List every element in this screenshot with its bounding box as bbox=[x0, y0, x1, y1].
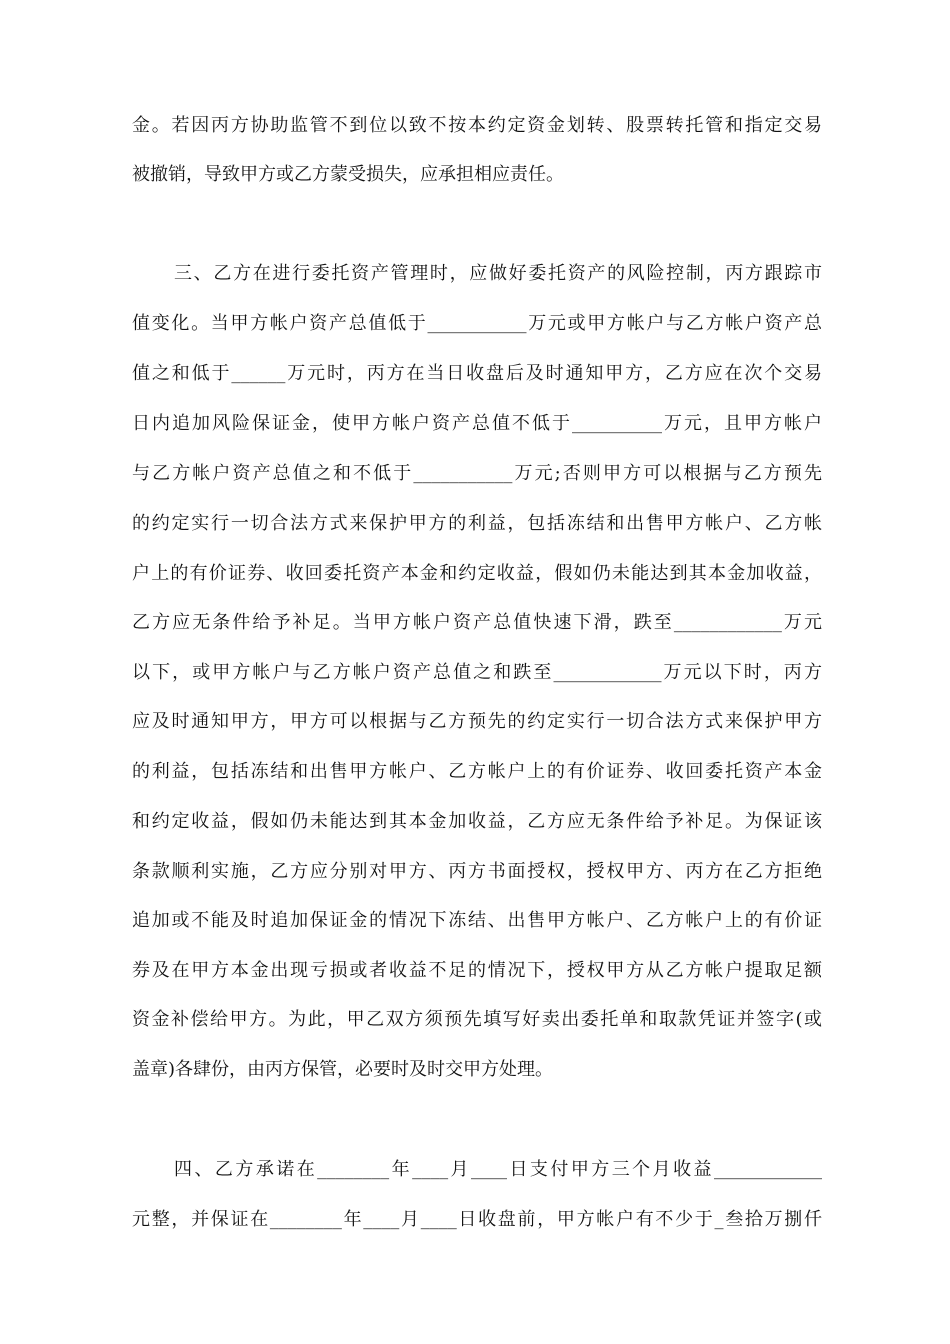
text-line: 与乙方帐户资产总值之和不低于___________万元;否则甲方可以根据与乙方预先 bbox=[132, 463, 822, 484]
text-line: 追加或不能及时追加保证金的情况下冻结、出售甲方帐户、乙方帐户上的有价证 bbox=[132, 910, 822, 931]
text-line: 四、乙方承诺在________年____月____日支付甲方三个月收益____________ bbox=[174, 1159, 822, 1180]
text-line: 三、乙方在进行委托资产管理时，应做好委托资产的风险控制，丙方跟踪市 bbox=[174, 263, 822, 284]
text-line: 以下，或甲方帐户与乙方帐户资产总值之和跌至____________万元以下时，丙方 bbox=[132, 662, 822, 683]
text-line: 资金补偿给甲方。为此，甲乙双方须预先填写好卖出委托单和取款凭证并签字(或 bbox=[132, 1009, 822, 1030]
text-line: 元整，并保证在________年____月____日收盘前，甲方帐户有不少于_叁拾万捌仟 bbox=[132, 1209, 822, 1230]
text-line: 值之和低于______万元时，丙方在当日收盘后及时通知甲方，乙方应在次个交易 bbox=[132, 363, 822, 384]
text-line: 值变化。当甲方帐户资产总值低于___________万元或甲方帐户与乙方帐户资产总 bbox=[132, 313, 822, 334]
text-line: 券及在甲方本金出现亏损或者收益不足的情况下，授权甲方从乙方帐户提取足额 bbox=[132, 960, 822, 981]
text-line: 乙方应无条件给予补足。当甲方帐户资产总值快速下滑，跌至____________万元 bbox=[132, 612, 822, 633]
text-line: 户上的有价证券、收回委托资产本金和约定收益，假如仍未能达到其本金加收益， bbox=[132, 563, 822, 584]
text-line: 金。若因丙方协助监管不到位以致不按本约定资金划转、股票转托管和指定交易 bbox=[132, 115, 822, 136]
text-line: 的约定实行一切合法方式来保护甲方的利益，包括冻结和出售甲方帐户、乙方帐 bbox=[132, 513, 822, 534]
text-line: 和约定收益，假如仍未能达到其本金加收益，乙方应无条件给予补足。为保证该 bbox=[132, 811, 822, 832]
text-line: 被撤销，导致甲方或乙方蒙受损失，应承担相应责任。 bbox=[132, 164, 564, 185]
text-line: 盖章)各肆份，由丙方保管，必要时及时交甲方处理。 bbox=[132, 1059, 554, 1080]
text-line: 应及时通知甲方，甲方可以根据与乙方预先的约定实行一切合法方式来保护甲方 bbox=[132, 711, 822, 732]
text-line: 日内追加风险保证金，使甲方帐户资产总值不低于__________万元，且甲方帐户 bbox=[132, 413, 822, 434]
text-line: 的利益，包括冻结和出售甲方帐户、乙方帐户上的有价证券、收回委托资产本金 bbox=[132, 761, 822, 782]
text-line: 条款顺利实施，乙方应分别对甲方、丙方书面授权，授权甲方、丙方在乙方拒绝 bbox=[132, 861, 822, 882]
